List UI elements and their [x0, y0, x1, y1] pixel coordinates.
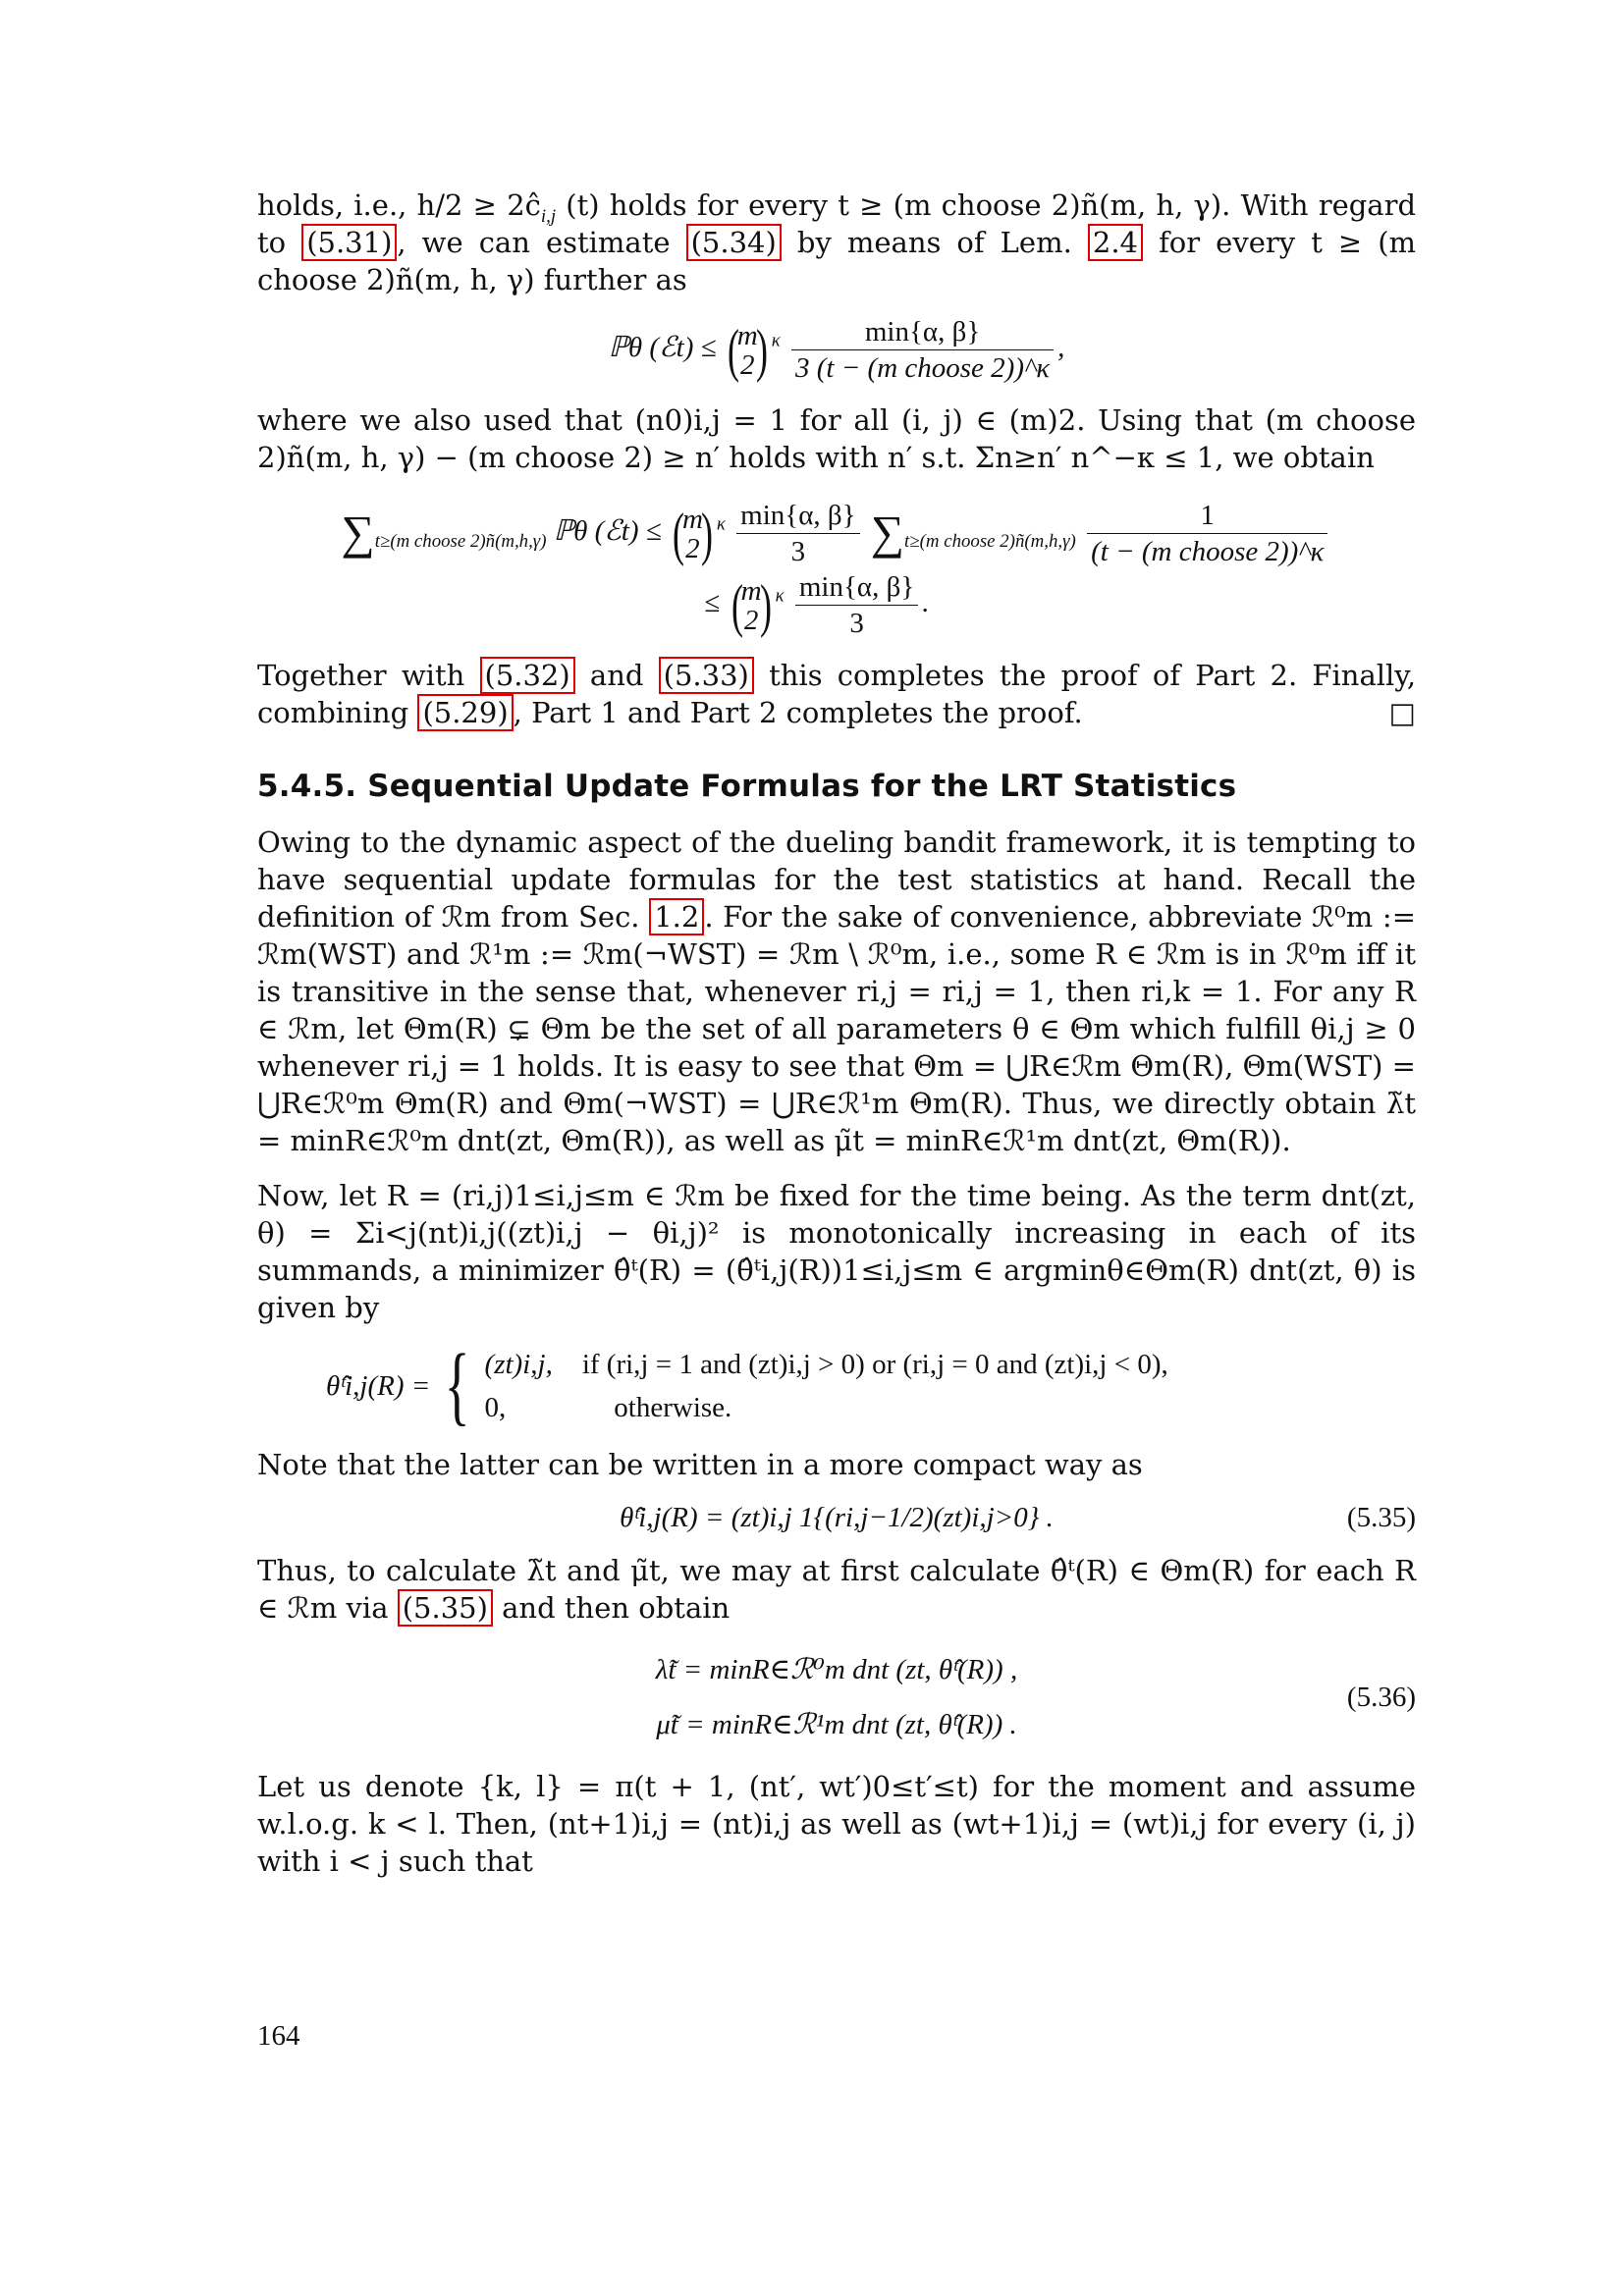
ref-eq-5-29[interactable]: (5.29)	[417, 694, 513, 731]
equation-probability-bound: ℙθ (ℰt) ≤ (m 2) $^\kappa$ $\frac{\min\{\alpha, \beta\}}{\text{3 (t − (m choose 2))\textasciicircum{}κ}}$ ,	[608, 316, 1065, 384]
paragraph-1: holds, i.e., $h/2 \ge 2ĉ_{i,j}$ (t) holds for every t ≥ (m choose 2)ñ(m, h, γ). With regard to (5.31) , we can estimate (5.34) by means of Lem. 2.4 for every t ≥ (m choose 2)ñ(m, h, γ) further as	[257, 188, 1417, 296]
eq-sum-line2-denominator: 3	[849, 608, 864, 639]
page-number: 164	[257, 2020, 300, 2052]
eq-prob-lhs: ℙθ (ℰt) ≤	[608, 332, 717, 364]
eq-prob-numerator: min{α, β}	[791, 314, 1054, 350]
eq-sum-inner-denominator: (t − (m choose 2))^κ	[1091, 536, 1325, 567]
paragraph-6: Note that the latter can be written in a more compact way as	[257, 1448, 1143, 1481]
paragraph-8: Let us denote {k, l} = π(t + 1, (nt′, wt′)0≤t′≤t) for the moment and assume w.l.o.g. k < l. Then, (nt+1)i,j = (nt)i,j as well as (wt+1)i,j = (wt)i,j for every (i, j) with i < j such that	[257, 1770, 1416, 1878]
ref-eq-5-35[interactable]: (5.35)	[398, 1589, 493, 1627]
ref-eq-5-34[interactable]: (5.34)	[686, 224, 782, 261]
paragraph-2: where we also used that (n0)i,j = 1 for all (i, j) ∈ (m)2. Using that (m choose 2)ñ(m, h, γ) − (m choose 2) ≥ n′ holds with n′ s.t. Σn≥n′ n^−κ ≤ 1, we obtain	[257, 403, 1416, 474]
equation-number-5-35: (5.35)	[1346, 1502, 1416, 1533]
eq-sum-inner-subscript: t≥(m choose 2)ñ(m,h,γ)	[904, 530, 1076, 552]
eq-sum-denominator: 3	[790, 536, 806, 567]
eq-sum-lhs-subscript: t≥(m choose 2)ñ(m,h,γ)	[374, 530, 547, 552]
ref-section-1-2[interactable]: 1.2	[649, 898, 704, 935]
ref-eq-5-33[interactable]: (5.33)	[659, 657, 754, 694]
equation-sum-bound: $\sum_{t\ge(m choose 2)ñ(m,h,\gamma)}$ ℙθ (ℰt) ≤ (m 2) $^\kappa$ $\frac{\min\{\alpha, \beta\}}{3}$ $\sum_{t\ge(m choose 2)ñ(m,h,\gamma)}$ $\frac{1}{\text{(t − (m choose 2))\textasciicircum{}κ}}$ ≤ (m 2) $^\kappa$ $\frac{\min\{\alpha, \beta\}}{3}$ .	[257, 498, 1416, 641]
eq-prob-denominator: 3 (t − (m choose 2))^κ	[795, 352, 1051, 384]
eq-sum-inner-numerator: 1	[1087, 498, 1327, 534]
paragraph-4: Owing to the dynamic aspect of the dueling bandit framework, it is tempting to have sequential update formulas for the test statistics at hand. Recall the definition of ℛm from Sec. 1.2 . For the sake of convenience, abbreviate ℛ⁰m := ℛm(WST) and ℛ¹m := ℛm(¬WST) = ℛm \ ℛ⁰m, i.e., some R ∈ ℛm is in ℛ⁰m iff it is transitive in the sense that, whenever ri,j = ri,j = 1, then ri,k = 1. For any R ∈ ℛm, let Θm(R) ⊊ Θm be the set of all parameters θ ∈ Θm which fulfill θi,j ≥ 0 whenever ri,j = 1 holds. It is easy to see that Θm = ⋃R∈ℛm Θm(R), Θm(WST) = ⋃R∈ℛ⁰m Θm(R) and Θm(¬WST) = ⋃R∈ℛ¹m Θm(R). Thus, we directly obtain λ̃t = minR∈ℛ⁰m dnt(zt, Θm(R)), as well as μ̃t = minR∈ℛ¹m dnt(zt, Θm(R)).	[257, 826, 1416, 1157]
eq-sum-lhs: ℙθ (ℰt) ≤	[553, 515, 662, 548]
equation-5-35: θ̂ᵗi,j(R) = (zt)i,j 1{(ri,j−1/2)(zt)i,j>0} . (5.35)	[257, 1499, 1416, 1536]
ref-eq-5-32[interactable]: (5.32)	[480, 657, 575, 694]
equation-number-5-36: (5.36)	[1346, 1682, 1416, 1713]
paragraph-5: Now, let R = (ri,j)1≤i,j≤m ∈ ℛm be fixed for the time being. As the term dnt(zt, θ) = Σi<j(nt)i,j((zt)i,j − θi,j)² is monotonically increasing in each of its summands, a minimizer θ̂ᵗ(R) = (θ̂ᵗi,j(R))1≤i,j≤m ∈ argminθ∈Θm(R) dnt(zt, θ) is given by	[257, 1179, 1416, 1324]
qed-symbol: □	[1388, 696, 1416, 729]
equation-5-36: λ̃t = minR∈ℛ⁰m dnt (zt, θ̂ᵗ(R)) , μ̃t = minR∈ℛ¹m dnt (zt, θ̂ᵗ(R)) . (5.36)	[655, 1654, 1416, 1740]
eq-sum-numerator: min{α, β}	[736, 498, 859, 534]
ref-lemma-2-4[interactable]: 2.4	[1088, 224, 1143, 261]
paragraph-3: Together with (5.32) and (5.33) this completes the proof of Part 2. Finally, combining (5.29) , Part 1 and Part 2 completes the proof. □	[257, 659, 1417, 729]
eq-cases-lhs: θ̂ᵗi,j(R) =	[326, 1370, 431, 1402]
section-heading: 5.4.5. Sequential Update Formulas for the LRT Statistics	[257, 769, 1237, 804]
ref-eq-5-31[interactable]: (5.31)	[301, 224, 397, 261]
paragraph-7: Thus, to calculate λ̃t and μ̃t, we may at first calculate θ̂ᵗ(R) ∈ Θm(R) for each R ∈ ℛm via (5.35) and then obtain	[257, 1554, 1416, 1625]
eq-sum-line2-numerator: min{α, β}	[795, 569, 918, 606]
equation-cases: θ̂ᵗi,j(R) = { (zt)i,j, if (ri,j = 1 and (zt)i,j > 0) or (ri,j = 0 and (zt)i,j < 0), 0, otherwise.	[326, 1337, 1168, 1434]
page-content	[257, 187, 1416, 1880]
